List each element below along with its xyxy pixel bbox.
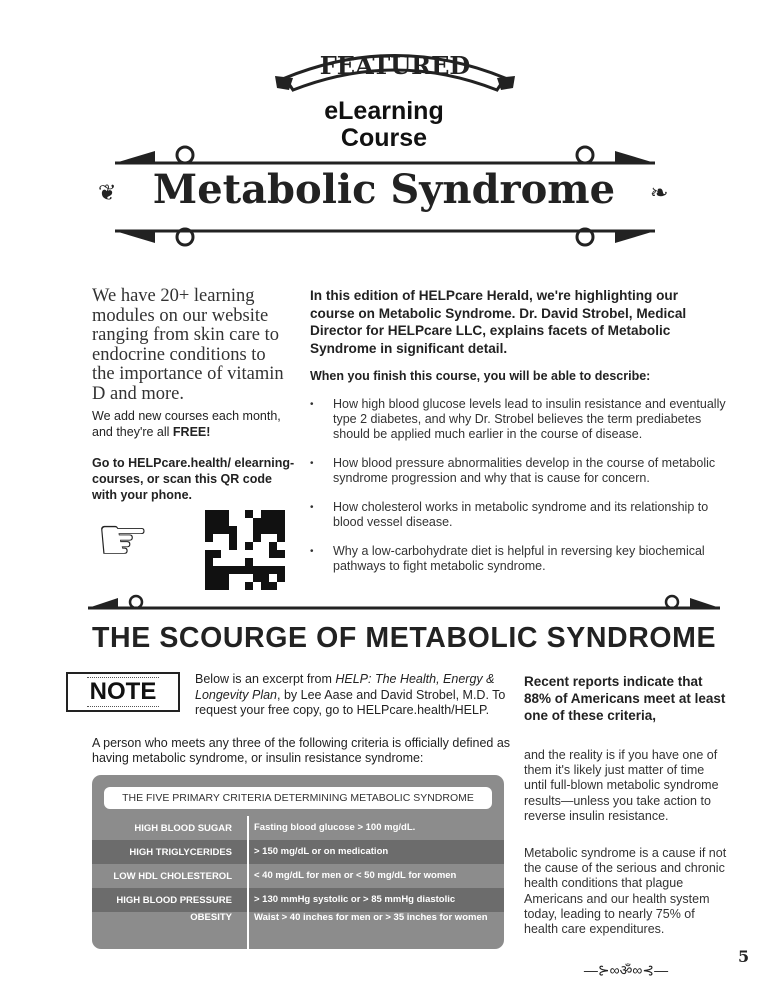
flourish-divider-icon: —⊱∞ॐ∞⊰—	[583, 962, 669, 978]
section-divider-icon	[88, 592, 720, 612]
course-title: Metabolic Syndrome	[152, 166, 616, 213]
excerpt-pre: Below is an excerpt from	[195, 672, 336, 686]
column-divider	[247, 816, 249, 949]
criterion-name: OBESITY	[190, 912, 232, 923]
sidebar-paragraph: Metabolic syndrome is a cause if not the cause of the serious and chronic health conditions that plague Americans and our health system today, leading to nearly 75% of health care expenditures.	[524, 846, 727, 937]
page-number: 5	[738, 947, 750, 966]
table-row	[92, 840, 504, 864]
table-row	[92, 864, 504, 888]
lead-text: We have 20+ learning modules on our website ranging from skin care to endocrine conditions to the importance of vitamin D and more.	[92, 286, 284, 404]
criterion-value: < 40 mg/dL for men or < 50 mg/dL for women	[254, 870, 457, 881]
list-item: • Why a low-carbohydrate diet is helpful in reversing key biochemical pathways to fight metabolic syndrome.	[310, 544, 730, 574]
sidebar-highlight: Recent reports indicate that 88% of Americans meet at least one of these criteria,	[524, 674, 726, 723]
table-row	[92, 912, 504, 942]
courses-text: We add new courses each month, and they're all	[92, 409, 281, 439]
criteria-table	[92, 775, 504, 949]
qr-code[interactable]	[205, 510, 285, 590]
outcomes-list	[310, 397, 730, 588]
list-item: • How cholesterol works in metabolic syndrome and its relationship to blood vessel disease.	[310, 500, 730, 530]
criterion-name: HIGH BLOOD PRESSURE	[116, 894, 232, 906]
cta-text: Go to HELPcare.health/ elearning-courses, or scan this QR code with your phone.	[92, 456, 295, 502]
note-label: NOTE	[87, 677, 160, 707]
flourish-left-icon: ❦	[98, 180, 117, 205]
bottom-ornament-icon	[115, 225, 655, 249]
course-text: Course	[340, 124, 428, 152]
free-label: FREE!	[172, 425, 211, 439]
sidebar-paragraph: and the reality is if you have one of them it's likely just matter of time until full-blown metabolic syndrome results—unless you take action to reverse insulin resistance.	[524, 748, 719, 823]
table-row	[92, 816, 504, 840]
table-title: THE FIVE PRIMARY CRITERIA DETERMINING METABOLIC SYNDROME	[104, 787, 492, 809]
criterion-value: > 150 mg/dL or on medication	[254, 846, 389, 857]
featured-text: FEATURED	[319, 51, 471, 80]
criteria-intro: A person who meets any three of the following criteria is officially defined as having metabolic syndrome, or insulin resistance syndrome:	[92, 736, 511, 765]
top-ornament-icon	[115, 143, 655, 167]
criterion-name: HIGH TRIGLYCERIDES	[129, 846, 232, 858]
criterion-value: Fasting blood glucose > 100 mg/dL.	[254, 822, 416, 833]
criterion-value: > 130 mmHg systolic or > 85 mmHg diastolic	[254, 894, 456, 905]
excerpt-post: , by Lee Aase and David Strobel, M.D. To request your free copy, go to HELPcare.health/HELP.	[195, 687, 506, 717]
pointing-hand-icon: ☜	[96, 506, 150, 573]
outcomes-subhead: When you finish this course, you will be able to describe:	[310, 369, 651, 383]
featured-banner	[275, 38, 515, 96]
criterion-name: HIGH BLOOD SUGAR	[134, 822, 232, 834]
criterion-name: LOW HDL CHOLESTEROL	[113, 870, 232, 882]
excerpt-text	[162, 672, 512, 719]
section-heading: THE SCOURGE OF METABOLIC SYNDROME	[92, 622, 717, 654]
courses-note	[92, 408, 297, 440]
intro-text: In this edition of HELPcare Herald, we're highlighting our course on Metabolic Syndrome. Dr. David Strobel, Medical Director for HELPcare LLC, explains facets of Metabolic Syndrome in significant detail.	[310, 288, 687, 356]
list-item: • How blood pressure abnormalities develop in the course of metabolic syndrome progression and why that is cause for concern.	[310, 456, 730, 486]
flourish-right-icon: ❧	[650, 180, 669, 205]
elearning-text: eLearning	[324, 97, 444, 125]
table-row	[92, 888, 504, 912]
book-title: HELP: The Health, Energy & Longevity Plan	[195, 672, 495, 702]
criterion-value: Waist > 40 inches for men or > 35 inches for women	[254, 912, 488, 923]
list-item: • How high blood glucose levels lead to insulin resistance and eventually type 2 diabetes, and why Dr. Strobel believes the term prediabetes should be applied much earlier in the course of disease.	[310, 397, 730, 442]
